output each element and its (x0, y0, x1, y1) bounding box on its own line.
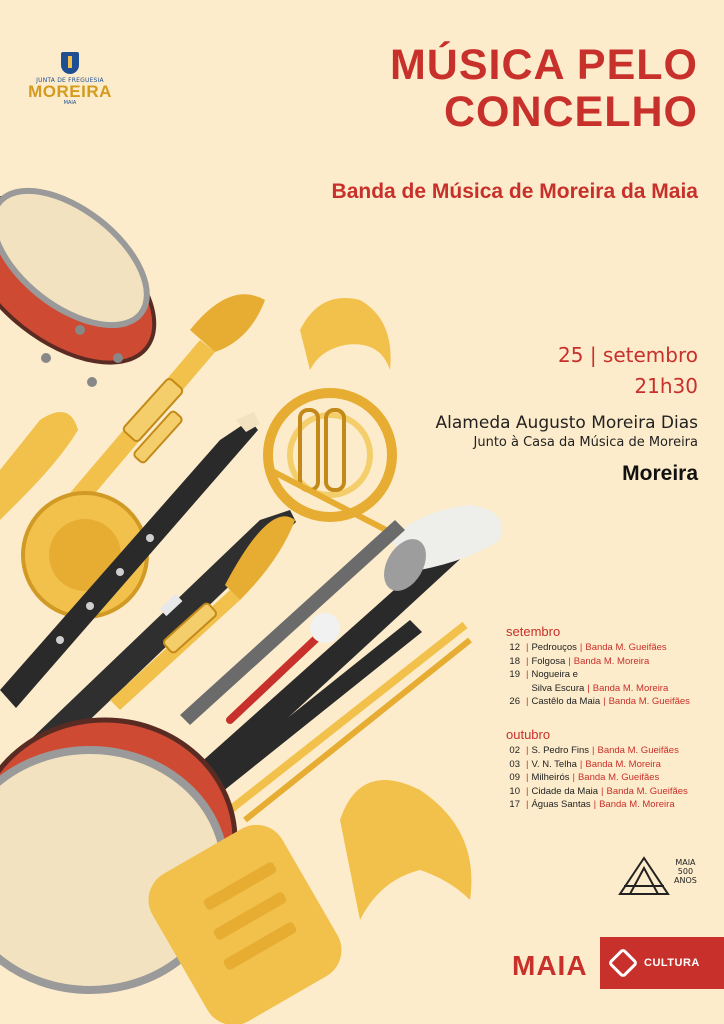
page-title (390, 42, 698, 136)
maia500-line2: 500 (677, 867, 694, 876)
schedule-location: Águas Santas (531, 799, 591, 810)
schedule-location: Folgosa (531, 655, 566, 667)
parish-line: JUNTA DE FREGUESIA (36, 77, 104, 84)
schedule-row: 03 | V. N. Telha | Banda M. Moreira (506, 758, 688, 772)
schedule-row: 19 | Nogueira e Silva Escura | Banda M. Moreira (506, 668, 690, 695)
schedule-location: Pedrouços (531, 642, 577, 653)
schedule-october (506, 726, 688, 812)
schedule-day: 02 (509, 745, 520, 756)
schedule-month: setembro (506, 624, 561, 639)
parish-logo (24, 52, 116, 106)
maia500-line1: MAIA (675, 858, 696, 867)
schedule-day: 26 (509, 696, 520, 707)
event-details (436, 340, 698, 486)
maia-logo: MAIA (512, 950, 588, 981)
cultura-logo (600, 937, 724, 989)
schedule-location: Nogueira e (531, 669, 578, 680)
cultura-icon (607, 947, 638, 978)
maia-500-anos-logo (618, 856, 698, 900)
schedule-september (506, 623, 690, 709)
schedule-row: 26 | Castêlo da Maia | Banda M. Gueifães (506, 695, 690, 709)
french-horn (268, 298, 415, 545)
schedule-row: 10 | Cidade da Maia | Banda M. Gueifães (506, 785, 688, 799)
event-date: 25 | setembro (558, 343, 698, 367)
schedule-band: Banda M. Moreira (599, 799, 675, 810)
schedule-month: outubro (506, 727, 551, 742)
schedule-day: 10 (509, 785, 520, 797)
schedule-band: Banda M. Gueifães (597, 745, 679, 756)
event-place: Moreira (622, 462, 698, 485)
schedule-day: 17 (509, 799, 520, 810)
cultura-label: CULTURA (644, 957, 700, 969)
schedule-band: Banda M. Gueifães (585, 642, 667, 653)
schedule-row: 18 | Folgosa | Banda M. Moreira (506, 655, 690, 669)
schedule-band: Banda M. Moreira (592, 682, 669, 694)
schedule-day: 03 (509, 758, 520, 770)
parish-sub: MAIA (63, 100, 77, 106)
schedule-row: 09 | Milheirós | Banda M. Gueifães (506, 771, 688, 785)
schedule-location: Castêlo da Maia (531, 696, 601, 707)
maia500-line3: ANOS (674, 876, 697, 885)
parish-name: MOREIRA (28, 82, 112, 101)
schedule-band: Banda M. Gueifães (608, 696, 690, 707)
schedule-day: 18 (509, 655, 520, 667)
schedule-location-2: Silva Escura (531, 682, 585, 694)
schedule-band: Banda M. Moreira (573, 655, 650, 667)
schedule-day: 19 (509, 669, 520, 680)
schedule-band: Banda M. Gueifães (606, 785, 688, 797)
crest-icon (61, 52, 79, 74)
schedule-location: Cidade da Maia (531, 785, 599, 797)
schedule-day: 09 (509, 772, 520, 783)
schedule-location: Milheirós (531, 772, 570, 783)
schedule-row: 17 | Águas Santas | Banda M. Moreira (506, 798, 688, 812)
schedule-row: 02 | S. Pedro Fins | Banda M. Gueifães (506, 744, 688, 758)
title-line-2: CONCELHO (443, 88, 698, 136)
event-venue-sub: Junto à Casa da Música de Moreira (473, 435, 698, 450)
subtitle: Banda de Música de Moreira da Maia (331, 180, 698, 203)
schedule-day: 12 (509, 642, 520, 653)
schedule-row: 12 | Pedrouços | Banda M. Gueifães (506, 641, 690, 655)
schedule-band: Banda M. Gueifães (577, 772, 660, 783)
title-line-1: MÚSICA PELO (389, 41, 698, 89)
schedule-location: S. Pedro Fins (531, 745, 590, 756)
schedule-band: Banda M. Moreira (585, 758, 661, 770)
schedule-location: V. N. Telha (531, 758, 577, 770)
event-time: 21h30 (634, 374, 698, 398)
maia-500-triangle-icon (618, 856, 670, 896)
snare-drum-top (0, 165, 184, 395)
event-venue: Alameda Augusto Moreira Dias (435, 413, 698, 433)
